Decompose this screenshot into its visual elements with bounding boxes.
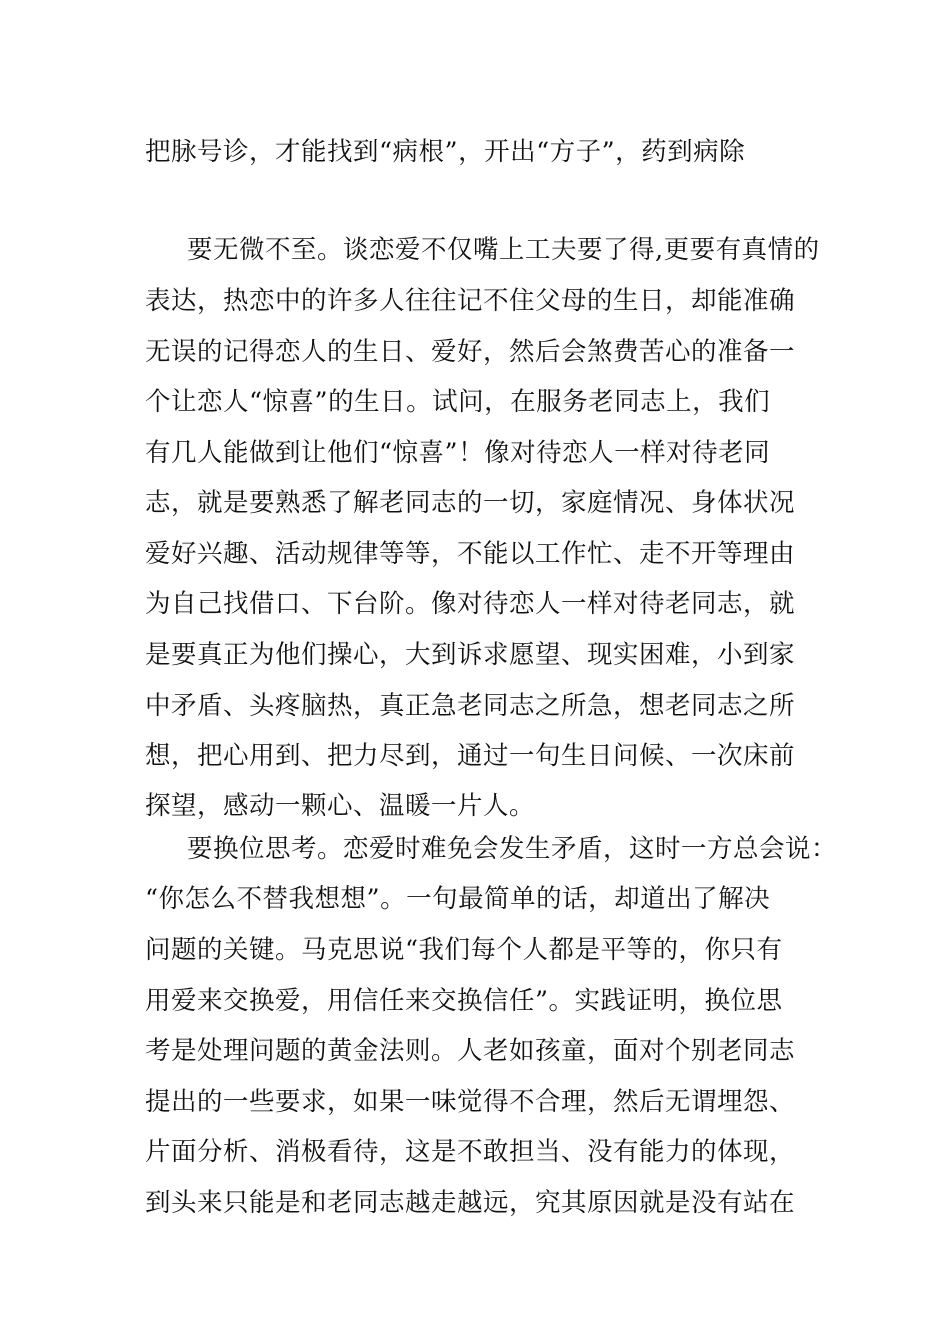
- text-line: 提出的一些要求，如果一味觉得不合理，然后无谓埋怨、: [145, 1087, 796, 1117]
- text-line: 问题的关键。马克思说“我们每个人都是平等的，你只有: [145, 935, 783, 965]
- paragraph-first-line: 要换位思考。恋爱时难免会发生矛盾，这时一方总会说：: [187, 834, 838, 864]
- text-line: 用爱来交换爱，用信任来交换信任”。实践证明，换位思: [145, 986, 783, 1016]
- text-line: “你怎么不替我想想”。一句最简单的话，却道出了解决: [145, 884, 771, 914]
- text-line: 爱好兴趣、活动规律等等，不能以工作忙、走不开等理由: [145, 539, 796, 569]
- text-line: 有几人能做到让他们“惊喜”！像对待恋人一样对待老同: [145, 438, 771, 468]
- text-line: 无误的记得恋人的生日、爱好，然后会煞费苦心的准备一: [145, 337, 796, 367]
- text-line: 到头来只能是和老同志越走越远，究其原因就是没有站在: [145, 1188, 796, 1218]
- text-line: 片面分析、消极看待，这是不敢担当、没有能力的体现，: [145, 1137, 796, 1167]
- text-line: 是要真正为他们操心，大到诉求愿望、现实困难，小到家: [145, 640, 796, 670]
- text-line: 想，把心用到、把力尽到，通过一句生日问候、一次床前: [145, 741, 796, 771]
- text-line: 考是处理问题的黄金法则。人老如孩童，面对个别老同志: [145, 1036, 796, 1066]
- text-line: 探望，感动一颗心、温暖一片人。: [145, 791, 536, 821]
- text-line: 个让恋人“惊喜”的生日。试问，在服务老同志上，我们: [145, 387, 771, 417]
- text-line: 志，就是要熟悉了解老同志的一切，家庭情况、身体状况: [145, 488, 796, 518]
- text-line: 中矛盾、头疼脑热，真正急老同志之所急，想老同志之所: [145, 691, 796, 721]
- text-line: 表达，热恋中的许多人往往记不住父母的生日，却能准确: [145, 286, 796, 316]
- paragraph-first-line: 要无微不至。谈恋爱不仅嘴上工夫要了得,更要有真情的: [187, 235, 820, 265]
- text-line: 把脉号诊，才能找到“病根”，开出“方子”，药到病除: [145, 137, 746, 167]
- text-line: 为自己找借口、下台阶。像对待恋人一样对待老同志，就: [145, 589, 796, 619]
